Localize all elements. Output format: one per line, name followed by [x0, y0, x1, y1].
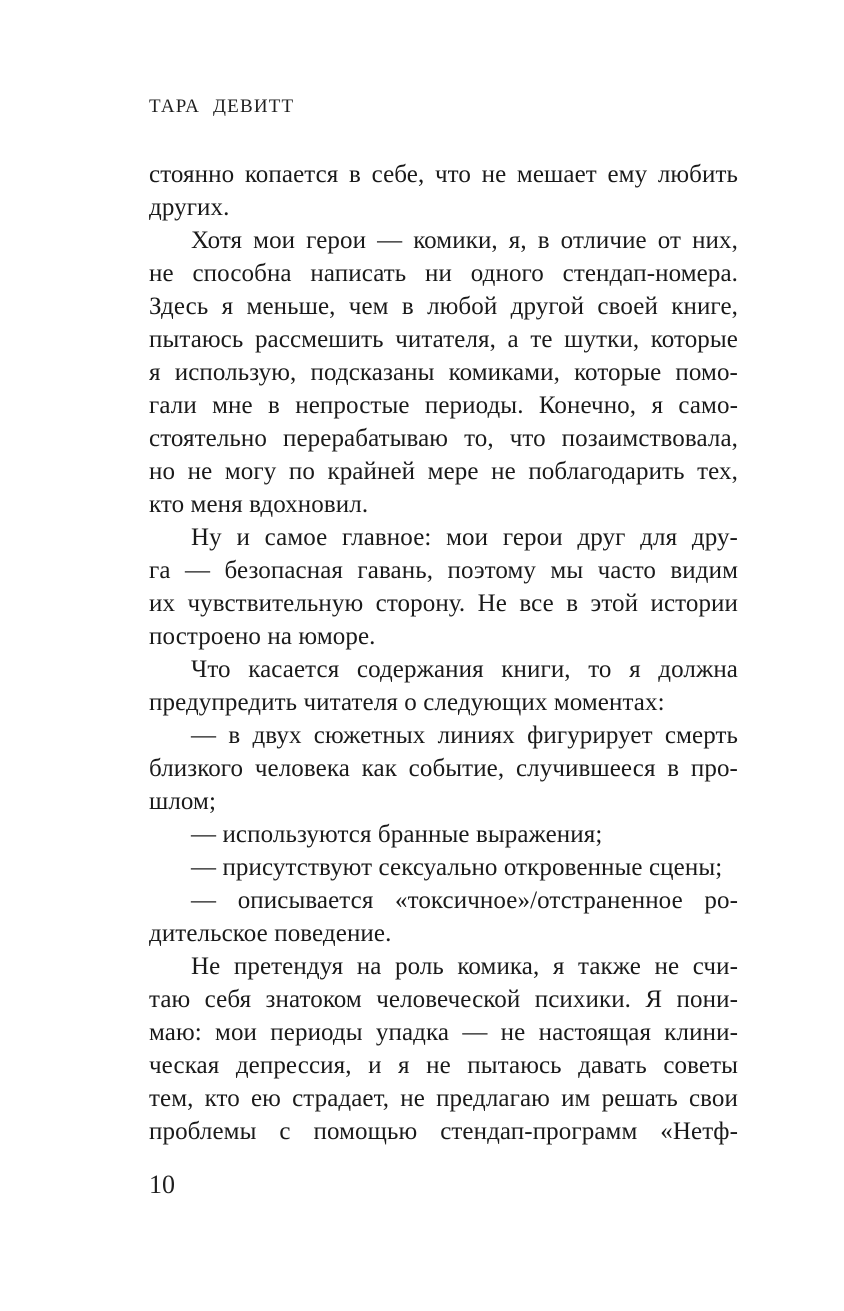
text-line: других. — [149, 194, 230, 221]
paragraph — [149, 818, 738, 851]
text-line: предупредить читателя о следующих моментах: — [149, 689, 665, 716]
paragraph — [149, 884, 738, 950]
paragraph — [149, 224, 738, 521]
text-line: — в двух сюжетных линиях фигурирует смерть — [191, 722, 738, 749]
page-number: 10 — [149, 1170, 175, 1199]
text-line: не способна написать ни одного стендап-номера. — [149, 260, 738, 287]
text-line: Не претендуя на роль комика, я также не счи- — [191, 953, 738, 980]
text-line: пытаюсь рассмешить читателя, а те шутки, которые — [149, 326, 738, 353]
text-line: таю себя знатоком человеческой психики. Я пони- — [149, 986, 738, 1013]
text-line: Ну и самое главное: мои герои друг для дру- — [191, 524, 738, 551]
text-line: их чувствительную сторону. Не все в этой истории — [149, 590, 738, 617]
text-line: тем, кто ею страдает, не предлагаю им решать свои — [149, 1085, 738, 1112]
text-line: Здесь я меньше, чем в любой другой своей книге, — [149, 293, 738, 320]
paragraph — [149, 521, 738, 653]
text-line: шлом; — [149, 788, 217, 815]
text-line: проблемы с помощью стендап-программ «Нетф- — [149, 1118, 738, 1145]
text-line: стоянно копается в себе, что не мешает ему любить — [149, 161, 738, 188]
text-line: га — безопасная гавань, поэтому мы часто видим — [149, 557, 738, 584]
text-line: — описывается «токсичное»/отстраненное ро- — [191, 887, 738, 914]
text-line: построено на юморе. — [149, 623, 376, 650]
paragraph — [149, 719, 738, 818]
text-line: но не могу по крайней мере не поблагодарить тех, — [149, 458, 738, 485]
text-line: стоятельно перерабатываю то, что позаимствовала, — [149, 425, 738, 452]
text-line: гали мне в непростые периоды. Конечно, я само- — [149, 392, 738, 419]
paragraph — [149, 158, 738, 224]
running-header: ТАРА ДЕВИТТ — [149, 96, 295, 117]
text-line: Что касается содержания книги, то я должна — [191, 656, 738, 683]
paragraph — [149, 653, 738, 719]
text-line: кто меня вдохновил. — [149, 491, 369, 518]
text-line: близкого человека как событие, случившееся в про- — [149, 755, 738, 782]
text-line: маю: мои периоды упадка — не настоящая клини- — [149, 1019, 738, 1046]
paragraph — [149, 851, 738, 884]
text-line: Хотя мои герои — комики, я, в отличие от них, — [191, 227, 738, 254]
text-line: я использую, подсказаны комиками, которые помо- — [149, 359, 738, 386]
text-line: — присутствуют сексуально откровенные сцены; — [191, 854, 723, 881]
text-line: — используются бранные выражения; — [191, 821, 603, 848]
text-line: дительское поведение. — [149, 920, 392, 947]
paragraph — [149, 950, 738, 1148]
text-block — [149, 158, 738, 1148]
text-line: ческая депрессия, и я не пытаюсь давать советы — [149, 1052, 738, 1079]
